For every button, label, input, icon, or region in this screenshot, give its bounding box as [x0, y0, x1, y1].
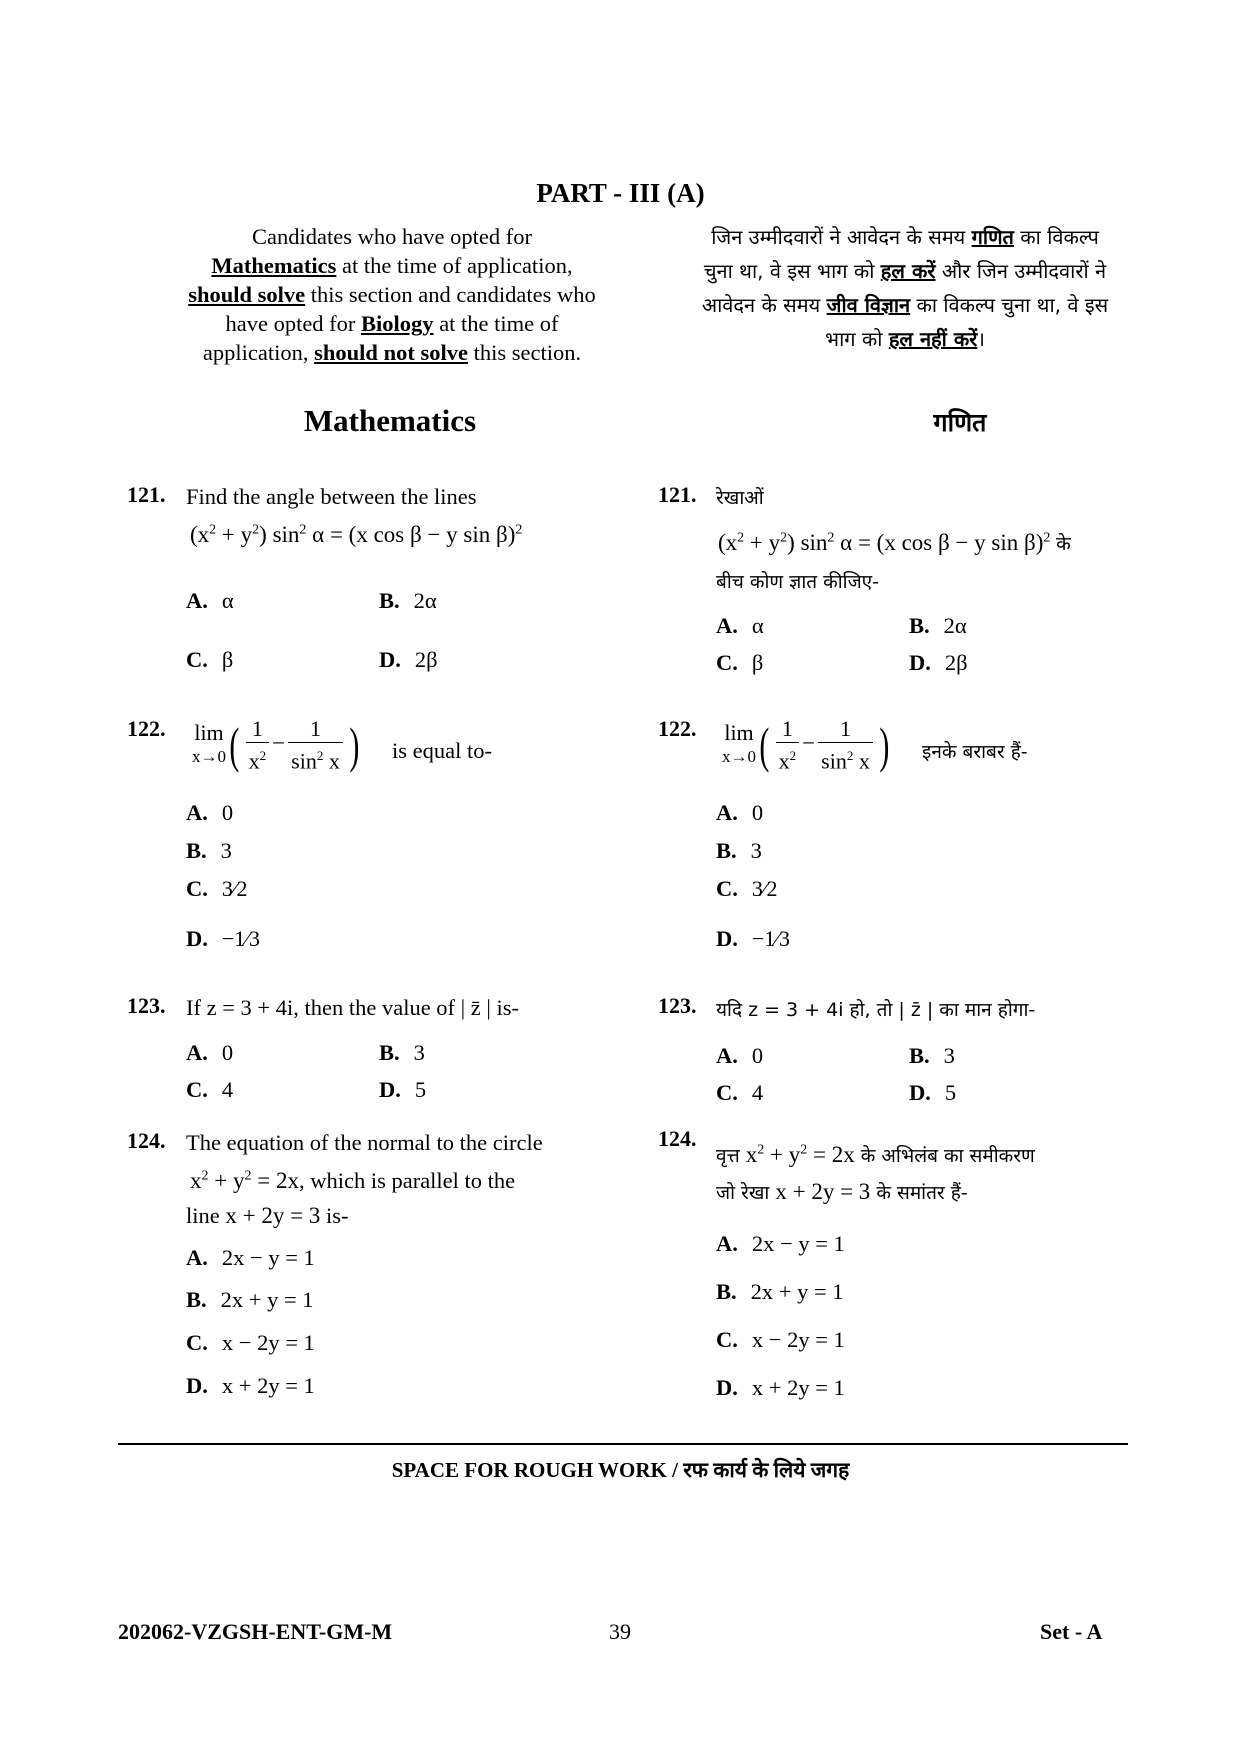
instr-text: जिन उम्मीदवारों ने आवेदन के समय: [711, 225, 972, 249]
instr-text: ।: [977, 327, 985, 351]
option-value: 2x + y = 1: [750, 1279, 844, 1304]
option-value: 2x − y = 1: [221, 1245, 315, 1270]
question-text: वृत्त $x^2 + y^2 = 2x$ के अभिलंब का समीकरण: [716, 1142, 1035, 1167]
option-value: 2α: [943, 613, 967, 638]
option-label: A.: [186, 1040, 208, 1065]
instr-should-not-solve: हल नहीं करें: [888, 327, 978, 351]
question-text: रेखाओं: [716, 487, 764, 509]
option-value: 0: [751, 800, 764, 825]
paper-code: 202062-VZGSH-ENT-GM-M: [118, 1619, 393, 1644]
rough-work-label: SPACE FOR ROUGH WORK / रफ कार्य के लिये जगह: [391, 1458, 850, 1482]
instr-text: at the time of application,: [202, 311, 559, 365]
limit-operator: lim x→0: [192, 720, 226, 767]
question-number: 121.: [127, 482, 166, 507]
option-value: 3: [413, 1040, 425, 1065]
option-label: B.: [186, 838, 207, 863]
option-value: 3: [750, 838, 762, 863]
question-number: 124.: [658, 1126, 697, 1151]
limit-operator: lim x→0: [722, 720, 756, 767]
option-c[interactable]: [716, 650, 763, 676]
option-label: C.: [716, 1327, 738, 1352]
instr-text: का विकल्प चुना था, वे इस भाग को: [703, 225, 1099, 283]
option-a[interactable]: [716, 1043, 763, 1069]
option-label: B.: [379, 588, 400, 613]
option-value: 3: [220, 838, 232, 863]
instr-text: का विकल्प चुना था, वे इस भाग को: [825, 293, 1109, 351]
option-b[interactable]: [716, 1279, 844, 1305]
option-a[interactable]: [186, 800, 233, 826]
section-title-hindi: गणित: [933, 408, 987, 437]
option-label: B.: [186, 1287, 207, 1312]
option-c[interactable]: [186, 647, 233, 673]
question-text: वृत्त: [716, 1145, 740, 1167]
option-b[interactable]: [186, 838, 232, 864]
option-b[interactable]: [379, 1040, 425, 1066]
option-label: B.: [379, 1040, 400, 1065]
option-c[interactable]: [716, 1327, 845, 1353]
option-value: α: [751, 613, 764, 638]
option-value: β: [751, 650, 764, 675]
option-label: C.: [716, 1080, 738, 1105]
question-number: 122.: [127, 716, 166, 741]
option-value: 2x + y = 1: [220, 1287, 314, 1312]
option-d[interactable]: [716, 926, 790, 952]
option-c[interactable]: [186, 876, 248, 902]
option-b[interactable]: [716, 838, 762, 864]
question-text: जो रेखा: [716, 1182, 770, 1204]
instr-should-solve: should solve: [188, 282, 306, 307]
option-label: B.: [716, 838, 737, 863]
option-b[interactable]: [186, 1287, 314, 1313]
option-value: −1⁄3: [751, 926, 790, 951]
option-label: C.: [186, 1330, 208, 1355]
option-d[interactable]: [379, 1077, 426, 1103]
option-label: A.: [186, 1245, 208, 1270]
option-label: D.: [909, 1080, 931, 1105]
option-value: β: [221, 647, 234, 672]
option-value: −1⁄3: [221, 926, 260, 951]
instr-subject-bio: Biology: [361, 311, 434, 336]
option-label: B.: [716, 1279, 737, 1304]
question-text: , which is parallel to the: [298, 1168, 516, 1193]
instr-should-solve: हल करें: [880, 259, 936, 283]
question-text: is equal to-: [392, 738, 492, 763]
option-label: A.: [716, 613, 738, 638]
question-text: यदि z = 3 + 4i हो, तो | z̄ | का मान होगा-: [716, 999, 1036, 1021]
question-text: The equation of the normal to the circle: [186, 1130, 543, 1155]
option-value: 2β: [414, 647, 438, 672]
option-label: D.: [379, 647, 401, 672]
option-value: 2β: [944, 650, 968, 675]
option-value: 0: [221, 1040, 234, 1065]
limit-expression: lim x→0 ( $\frac{1}{x^2}$ − $\frac{1}{\sin^2 x}$ ): [192, 716, 360, 774]
option-label: A.: [716, 1043, 738, 1068]
option-label: B.: [909, 613, 930, 638]
option-value: 4: [221, 1077, 234, 1102]
option-label: C.: [186, 876, 208, 901]
question-number: 123.: [658, 993, 697, 1018]
option-value: x + 2y = 1: [751, 1375, 845, 1400]
option-value: α: [221, 588, 234, 613]
option-label: C.: [716, 876, 738, 901]
option-label: D.: [379, 1077, 401, 1102]
option-d[interactable]: [909, 1080, 956, 1106]
option-label: C.: [186, 1077, 208, 1102]
option-value: 2α: [413, 588, 437, 613]
question-text: बीच कोण ज्ञात कीजिए-: [716, 571, 880, 593]
question-text: इनके बराबर हैं-: [922, 741, 1028, 763]
option-label: A.: [186, 800, 208, 825]
instructions-hindi: [700, 220, 1110, 356]
page-number: 39: [609, 1619, 631, 1644]
option-a[interactable]: [186, 1245, 315, 1271]
option-a[interactable]: [716, 1231, 845, 1257]
option-value: 3⁄2: [751, 876, 778, 901]
set-label: Set - A: [1040, 1619, 1103, 1644]
option-c[interactable]: [716, 1080, 763, 1106]
instr-text: Candidates who have opted for: [252, 224, 532, 249]
option-a[interactable]: [186, 1040, 233, 1066]
option-c[interactable]: [186, 1077, 233, 1103]
option-label: D.: [909, 650, 931, 675]
option-d[interactable]: [716, 1375, 845, 1401]
option-d[interactable]: [909, 650, 968, 676]
instr-text: और जिन उम्मीदवारों ने आवेदन के समय: [701, 259, 1107, 317]
question-number: 124.: [127, 1128, 166, 1153]
instr-subject-math: गणित: [971, 225, 1014, 249]
question-text: is-: [325, 1203, 349, 1228]
option-value: 3: [943, 1043, 955, 1068]
option-label: D.: [716, 926, 738, 951]
instr-text: at the time of application,: [336, 253, 573, 278]
part-title: PART - III (A): [536, 178, 705, 208]
option-d[interactable]: [379, 647, 438, 673]
question-text: जो रेखा x + 2y = 3 के समांतर हैं-: [716, 1179, 968, 1204]
question-text: के अभिलंब का समीकरण: [860, 1145, 1035, 1167]
option-label: D.: [186, 1373, 208, 1398]
option-value: 0: [751, 1043, 764, 1068]
instr-should-not-solve: should not solve: [314, 340, 468, 365]
question-text: के समांतर हैं-: [876, 1182, 968, 1204]
option-value: 5: [944, 1080, 957, 1105]
option-value: 3⁄2: [221, 876, 248, 901]
question-text: Find the angle between the lines: [186, 484, 477, 509]
question-number: 121.: [658, 482, 697, 507]
option-value: 4: [751, 1080, 764, 1105]
option-b[interactable]: [379, 588, 437, 614]
question-text: line x + 2y = 3 is-: [186, 1203, 349, 1228]
option-value: 5: [414, 1077, 427, 1102]
option-label: D.: [186, 926, 208, 951]
option-label: D.: [716, 1375, 738, 1400]
instr-subject-bio: जीव विज्ञान: [826, 293, 911, 317]
question-text: $x^2 + y^2 = 2x$, which is parallel to the: [190, 1168, 516, 1193]
question-number: 122.: [658, 716, 697, 741]
option-label: A.: [716, 800, 738, 825]
equation: $(x^2 + y^2)$ $\sin^2 \alpha = (x$ cos β − y sin β)$^2$ के: [718, 530, 1071, 555]
option-value: x − 2y = 1: [221, 1330, 315, 1355]
option-value: 0: [221, 800, 234, 825]
question-text: If z = 3 + 4i, then the value of | z̄ | is-: [186, 995, 520, 1020]
instr-text: this section and candidates who have opted for: [225, 282, 596, 336]
option-value: x + 2y = 1: [221, 1373, 315, 1398]
question-text: line: [186, 1203, 220, 1228]
option-b[interactable]: [909, 613, 967, 639]
option-a[interactable]: [716, 800, 763, 826]
question-text: के: [1056, 533, 1071, 555]
option-c[interactable]: [716, 876, 778, 902]
option-label: C.: [186, 647, 208, 672]
option-b[interactable]: [909, 1043, 955, 1069]
instructions-english: [182, 222, 602, 367]
option-label: B.: [909, 1043, 930, 1068]
option-a[interactable]: [186, 588, 234, 614]
option-value: x − 2y = 1: [751, 1327, 845, 1352]
instr-text: this section.: [467, 340, 582, 365]
option-d[interactable]: [186, 1373, 315, 1399]
equation: $(x^2 + y^2)$ $\sin^2 \alpha = (x$ cos β − y sin β)$^2$: [190, 522, 523, 547]
section-title-english: Mathematics: [303, 403, 477, 438]
option-a[interactable]: [716, 613, 764, 639]
limit-expression: lim x→0 ( $\frac{1}{x^2}$ − $\frac{1}{\sin^2 x}$ ): [722, 716, 890, 774]
option-label: C.: [716, 650, 738, 675]
option-label: A.: [186, 588, 208, 613]
instr-subject-math: Mathematics: [211, 253, 337, 278]
option-d[interactable]: [186, 926, 260, 952]
divider-line: [118, 1443, 1128, 1445]
option-label: A.: [716, 1231, 738, 1256]
question-number: 123.: [127, 993, 166, 1018]
option-value: 2x − y = 1: [751, 1231, 845, 1256]
option-c[interactable]: [186, 1330, 315, 1356]
